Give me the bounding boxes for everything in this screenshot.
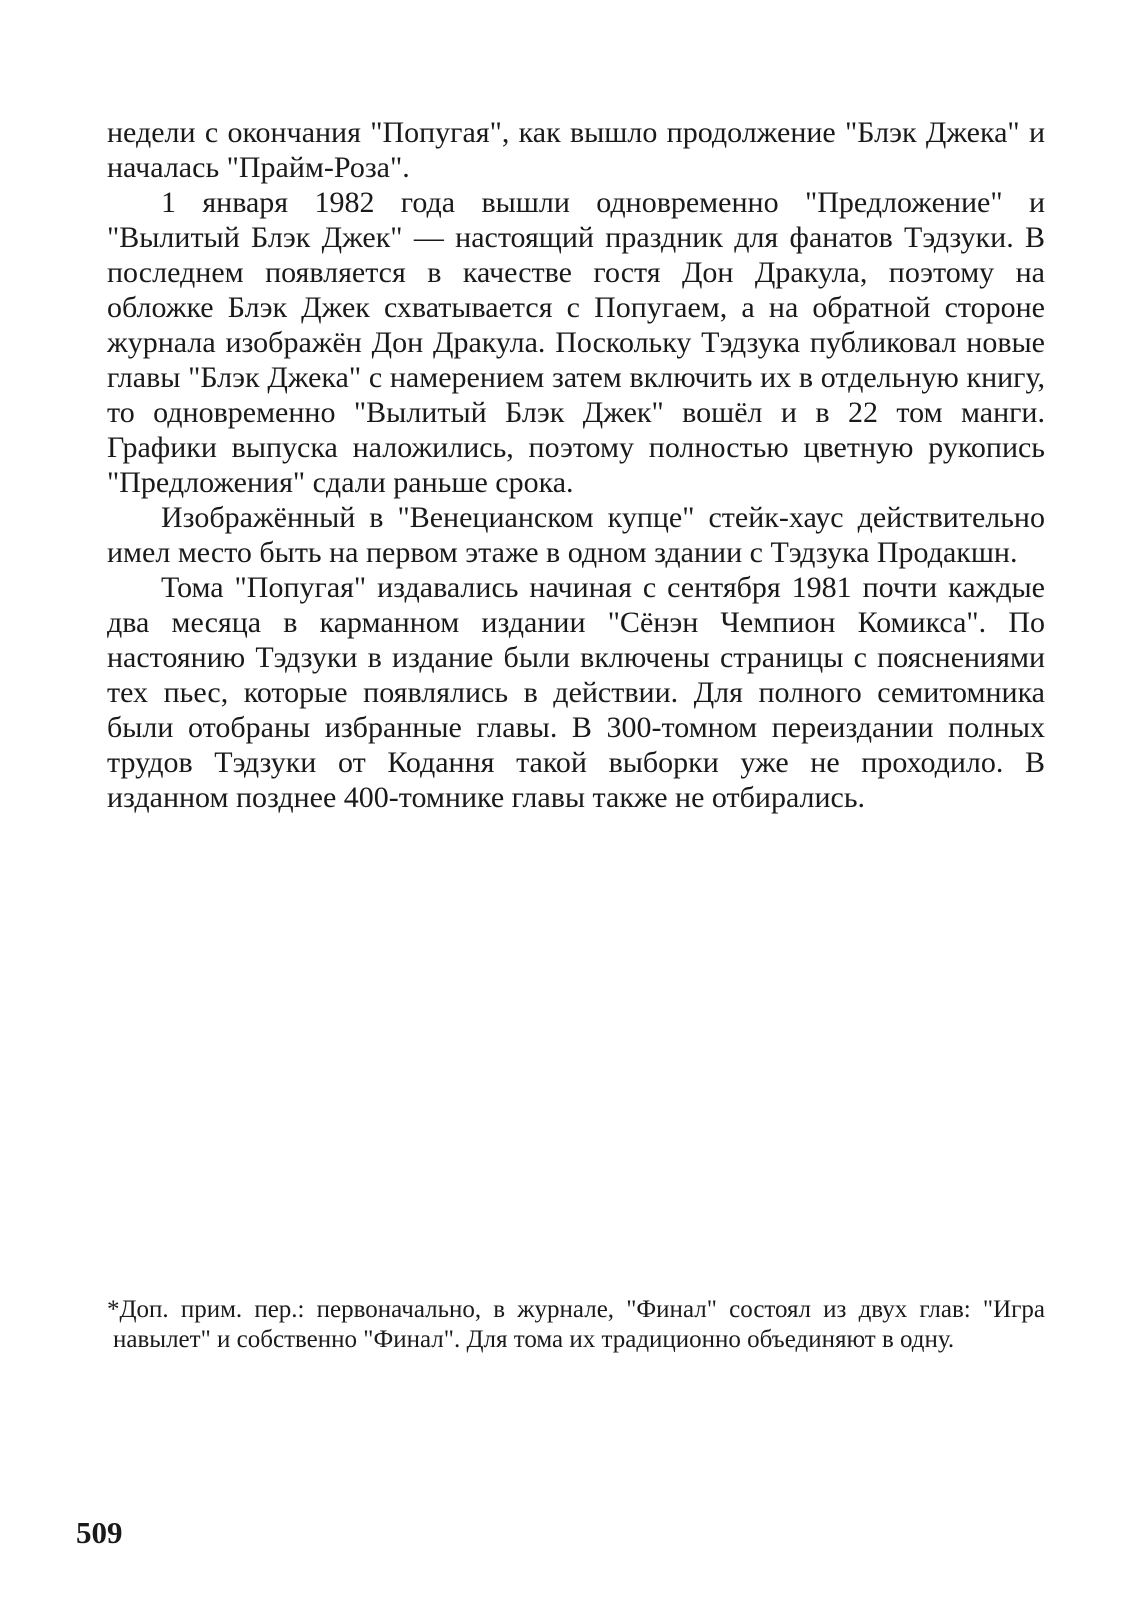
page-number: 509 <box>76 1515 123 1550</box>
paragraph-volumes: Тома "Попугая" издавались начиная с сентября 1981 почти каждые два месяца в карманном издании "Сёнэн Чемпион Комикса". По настоянию Тэдзуки в издание были включены страницы с пояснениями тех пьес, которые появлялись в действии. Для полного семитомника были отобраны избранные главы. В 300-томном переиздании полных трудов Тэдзуки от Кодання такой выборки уже не проходило. В изданном позднее 400-томнике главы также не отбирались. <box>107 571 1045 814</box>
paragraph-1982-release: 1 января 1982 года вышли одновременно "Предложение" и "Вылитый Блэк Джек" — настоящий праздник для фанатов Тэдзуки. В последнем появляется в качестве гостя Дон Дракула, поэтому на обложке Блэк Джек схватывается с Попугаем, а на обратной стороне журнала изображён Дон Дракула. Поскольку Тэдзука публиковал новые главы "Блэк Джека" с намерением затем включить их в отдельную книгу, то одновременно "Вылитый Блэк Джек" вошёл и в 22 том манги. Графики выпуска наложились, поэтому полностью цветную рукопись "Предложения" сдали раньше срока. <box>107 186 1045 499</box>
main-text <box>107 115 1045 815</box>
paragraph-steakhouse: Изображённый в "Венецианском купце" стейк-хаус действительно имел место быть на первом этаже в одном здании с Тэдзука Продакшн. <box>107 501 1045 569</box>
paragraph-continuation: недели с окончания "Попугая", как вышло продолжение "Блэк Джека" и началась "Прайм-Роза". <box>107 116 1045 184</box>
footnote: *Доп. прим. пер.: первоначально, в журнале, "Финал" состоял из двух глав: "Игра навылет" и собственно "Финал". Для тома их традиционно объединяют в одну. <box>107 1296 1045 1353</box>
